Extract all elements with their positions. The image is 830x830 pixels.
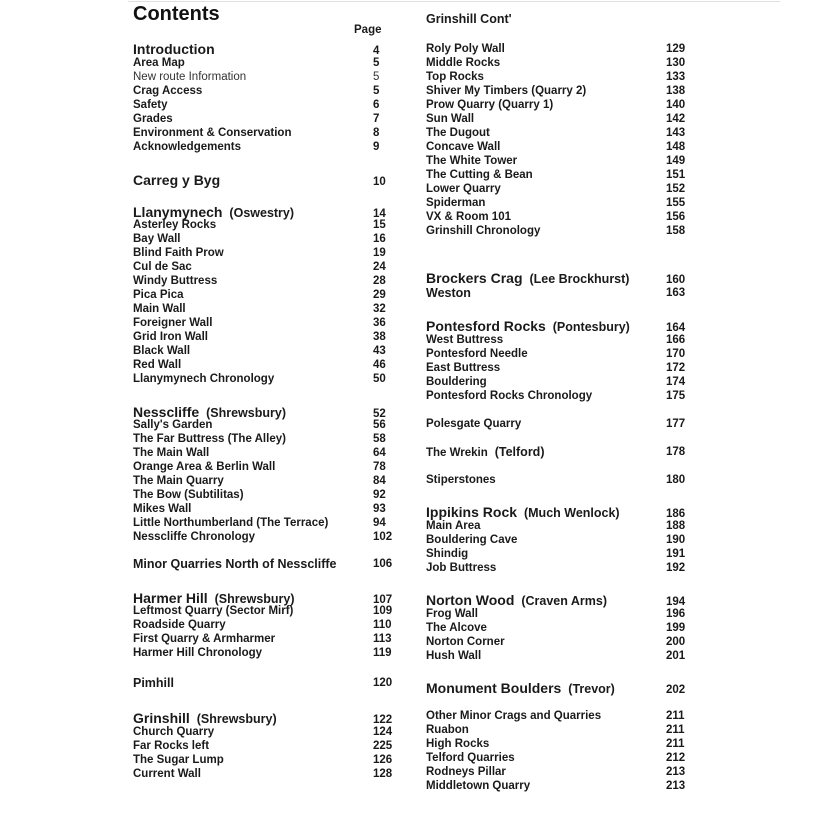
right-toc-entry	[426, 737, 688, 751]
entry-region: (Shrewsbury)	[207, 592, 295, 606]
left-toc-entry	[133, 316, 393, 330]
entry-page-number: 130	[666, 57, 686, 69]
right-toc-entry	[426, 547, 688, 561]
entry-page-number: 92	[373, 489, 386, 501]
right-toc-entry	[426, 210, 688, 224]
right-toc-entry	[426, 723, 688, 737]
left-toc-entry	[133, 70, 393, 84]
entry-page-number: 129	[666, 43, 686, 55]
entry-page-number: 148	[666, 141, 686, 153]
entry-page-number: 188	[666, 520, 686, 532]
right-toc-entry	[426, 709, 688, 723]
right-toc-entry	[426, 561, 688, 575]
entry-page-number: 24	[373, 261, 386, 273]
entry-title: The Bow (Subtilitas)	[133, 489, 244, 501]
entry-title: Acknowledgements	[133, 141, 241, 153]
entry-title: Llanymynech (Oswestry)	[133, 204, 295, 220]
entry-title: Hush Wall	[426, 650, 482, 662]
entry-region: (Shrewsbury)	[199, 406, 286, 420]
right-toc-entry	[426, 473, 688, 487]
right-toc-entry	[426, 445, 688, 459]
entry-title: Rodneys Pillar	[426, 766, 506, 778]
right-toc-entry	[426, 56, 688, 70]
entry-page-number: 192	[666, 562, 686, 574]
entry-page-number: 126	[373, 754, 393, 766]
entry-title: Ruabon	[426, 724, 469, 736]
entry-page-number: 119	[373, 647, 392, 659]
entry-title: Area Map	[133, 57, 185, 69]
left-toc-entry	[133, 98, 393, 112]
entry-title: Brockers Crag (Lee Brockhurst)	[426, 270, 630, 286]
entry-title: Concave Wall	[426, 141, 501, 153]
entry-region: (Craven Arms)	[514, 594, 608, 608]
right-toc-entry	[426, 533, 688, 547]
entry-title: Leftmost Quarry (Sector Mirf)	[133, 605, 294, 617]
page-title: Contents	[133, 3, 220, 25]
entry-title: Current Wall	[133, 768, 201, 780]
entry-page-number: 211	[666, 724, 685, 736]
entry-page-number: 10	[373, 176, 386, 188]
right-toc-entry	[426, 519, 688, 533]
entry-page-number: 149	[666, 155, 686, 167]
left-toc-entry	[133, 358, 393, 372]
entry-title: Pontesford Needle	[426, 348, 528, 360]
entry-page-number: 106	[373, 558, 393, 570]
entry-region: (Telford)	[487, 445, 545, 459]
right-toc-entry	[426, 196, 688, 210]
entry-title: The Alcove	[426, 622, 487, 634]
entry-page-number: 186	[666, 508, 686, 520]
left-toc-entry	[133, 767, 393, 781]
left-toc-entry	[133, 530, 393, 544]
entry-page-number: 43	[373, 345, 386, 357]
right-toc-entry	[426, 347, 688, 361]
page-column-header: Page	[354, 24, 382, 36]
entry-title: West Buttress	[426, 334, 504, 346]
right-toc-entry	[426, 168, 688, 182]
entry-title: The Main Quarry	[133, 475, 224, 487]
entry-region: (Shrewsbury)	[189, 712, 277, 726]
right-toc-entry	[426, 751, 688, 765]
right-toc-entry	[426, 112, 688, 126]
entry-page-number: 163	[666, 287, 686, 299]
entry-page-number: 102	[373, 531, 393, 543]
entry-page-number: 170	[666, 348, 686, 360]
entry-title: Asterley Rocks	[133, 219, 217, 231]
entry-page-number: 58	[373, 433, 386, 445]
left-toc-entry	[133, 502, 393, 516]
entry-title: Roly Poly Wall	[426, 43, 505, 55]
entry-page-number: 5	[373, 57, 380, 69]
left-toc-entry	[133, 557, 393, 571]
right-toc-entry	[426, 70, 688, 84]
entry-page-number: 122	[373, 714, 393, 726]
entry-page-number: 143	[666, 127, 686, 139]
left-toc-entry	[133, 632, 393, 646]
entry-page-number: 200	[666, 636, 686, 648]
right-toc-entry	[426, 98, 688, 112]
right-toc-entry	[426, 140, 688, 154]
entry-title: Minor Quarries North of Nesscliffe	[133, 557, 337, 571]
entry-page-number: 8	[373, 127, 380, 139]
left-toc-entry	[133, 84, 393, 98]
right-toc-entry	[426, 126, 688, 140]
entry-page-number: 196	[666, 608, 686, 620]
entry-page-number: 93	[373, 503, 386, 515]
entry-page-number: 64	[373, 447, 386, 459]
top-divider	[128, 1, 780, 2]
right-toc-entry	[426, 286, 688, 300]
entry-title: Lower Quarry	[426, 183, 501, 195]
left-toc-entry	[133, 753, 393, 767]
entry-page-number: 4	[373, 45, 380, 57]
entry-page-number: 178	[666, 446, 686, 458]
entry-title: Foreigner Wall	[133, 317, 213, 329]
entry-title: Safety	[133, 99, 168, 111]
entry-title: Spiderman	[426, 197, 486, 209]
entry-page-number: 160	[666, 274, 686, 286]
left-toc-entry	[133, 260, 393, 274]
entry-page-number: 38	[373, 331, 386, 343]
entry-title: Shindig	[426, 548, 469, 560]
entry-title: Grid Iron Wall	[133, 331, 208, 343]
entry-page-number: 152	[666, 183, 686, 195]
right-toc-entry	[426, 333, 688, 347]
entry-title: Other Minor Crags and Quarries	[426, 710, 602, 722]
entry-page-number: 50	[373, 373, 386, 385]
left-toc-entry	[133, 516, 393, 530]
entry-page-number: 128	[373, 768, 393, 780]
entry-page-number: 202	[666, 684, 686, 696]
right-toc-entry	[426, 42, 688, 56]
right-toc-entry	[426, 269, 688, 287]
left-toc-entry	[133, 344, 393, 358]
entry-title: Grinshill (Shrewsbury)	[133, 710, 277, 726]
entry-title: Blind Faith Prow	[133, 247, 224, 259]
entry-page-number: 14	[373, 208, 386, 220]
entry-region: (Lee Brockhurst)	[522, 272, 630, 286]
entry-page-number: 5	[373, 71, 380, 83]
entry-title: Job Buttress	[426, 562, 497, 574]
entry-title: Pontesford Rocks Chronology	[426, 390, 593, 402]
entry-region: (Much Wenlock)	[517, 506, 620, 520]
right-toc-entry	[426, 154, 688, 168]
left-toc-entry	[133, 112, 393, 126]
entry-title: Norton Wood (Craven Arms)	[426, 592, 608, 608]
entry-page-number: 156	[666, 211, 686, 223]
entry-title: Crag Access	[133, 85, 203, 97]
left-toc-entry	[133, 432, 393, 446]
entry-page-number: 124	[373, 726, 393, 738]
left-toc-entry	[133, 676, 393, 690]
entry-page-number: 94	[373, 517, 386, 529]
entry-page-number: 6	[373, 99, 380, 111]
left-toc-entry	[133, 646, 393, 660]
entry-title: Bouldering	[426, 376, 487, 388]
right-toc-entry	[426, 84, 688, 98]
entry-page-number: 28	[373, 275, 386, 287]
entry-title: Bouldering Cave	[426, 534, 518, 546]
right-toc-entry	[426, 679, 688, 697]
entry-page-number: 213	[666, 780, 686, 792]
right-toc-entry	[426, 635, 688, 649]
entry-page-number: 140	[666, 99, 686, 111]
entry-title: Telford Quarries	[426, 752, 515, 764]
entry-title: Prow Quarry (Quarry 1)	[426, 99, 554, 111]
entry-title: Orange Area & Berlin Wall	[133, 461, 276, 473]
entry-page-number: 225	[373, 740, 393, 752]
entry-page-number: 29	[373, 289, 386, 301]
entry-page-number: 36	[373, 317, 386, 329]
entry-title: Pica Pica	[133, 289, 184, 301]
entry-title: The Sugar Lump	[133, 754, 224, 766]
entry-title: Stiperstones	[426, 474, 496, 486]
entry-title: Little Northumberland (The Terrace)	[133, 517, 329, 529]
entry-title: New route Information	[133, 71, 247, 83]
entry-page-number: 113	[373, 633, 392, 645]
entry-title: Pimhill	[133, 676, 174, 690]
entry-title: The Wrekin (Telford)	[426, 445, 545, 459]
left-toc-entry	[133, 604, 393, 618]
left-toc-entry	[133, 474, 393, 488]
entry-page-number: 19	[373, 247, 386, 259]
entry-title: Nesscliffe (Shrewsbury)	[133, 404, 286, 420]
left-toc-entry	[133, 418, 393, 432]
left-toc-entry	[133, 288, 393, 302]
entry-title: Sally's Garden	[133, 419, 213, 431]
right-toc-entry	[426, 361, 688, 375]
entry-title: Harmer Hill Chronology	[133, 647, 263, 659]
entry-title: Middletown Quarry	[426, 780, 531, 792]
right-toc-entry	[426, 224, 688, 238]
entry-title: Weston	[426, 286, 471, 300]
right-toc-entry	[426, 649, 688, 663]
entry-page-number: 175	[666, 390, 686, 402]
entry-title: Nesscliffe Chronology	[133, 531, 256, 543]
right-toc-entry	[426, 375, 688, 389]
left-toc-entry	[133, 171, 393, 189]
entry-page-number: 110	[373, 619, 392, 631]
entry-page-number: 213	[666, 766, 686, 778]
entry-page-number: 151	[666, 169, 686, 181]
continued-header: Grinshill Cont'	[426, 12, 512, 26]
right-toc-entry	[426, 417, 688, 431]
entry-title: Norton Corner	[426, 636, 505, 648]
entry-title: Frog Wall	[426, 608, 478, 620]
right-toc-entry	[426, 779, 688, 793]
entry-page-number: 142	[666, 113, 686, 125]
entry-page-number: 16	[373, 233, 386, 245]
left-toc-entry	[133, 302, 393, 316]
entry-title: Polesgate Quarry	[426, 418, 522, 430]
entry-page-number: 7	[373, 113, 380, 125]
entry-title: Carreg y Byg	[133, 172, 221, 188]
entry-title: Windy Buttress	[133, 275, 218, 287]
left-toc-entry	[133, 56, 393, 70]
entry-title: Harmer Hill (Shrewsbury)	[133, 590, 295, 606]
entry-title: Sun Wall	[426, 113, 475, 125]
left-toc-entry	[133, 488, 393, 502]
entry-page-number: 177	[666, 418, 686, 430]
entry-region: (Oswestry)	[222, 206, 295, 220]
left-toc-entry	[133, 739, 393, 753]
entry-page-number: 155	[666, 197, 686, 209]
left-toc-entry	[133, 274, 393, 288]
left-toc-entry	[133, 140, 393, 154]
left-toc-entry	[133, 460, 393, 474]
entry-page-number: 180	[666, 474, 686, 486]
right-toc-entry	[426, 607, 688, 621]
entry-page-number: 211	[666, 738, 685, 750]
entry-page-number: 212	[666, 752, 686, 764]
entry-title: Top Rocks	[426, 71, 484, 83]
left-toc-entry	[133, 246, 393, 260]
entry-page-number: 174	[666, 376, 686, 388]
entry-page-number: 133	[666, 71, 686, 83]
entry-title: Bay Wall	[133, 233, 181, 245]
entry-title: Main Area	[426, 520, 481, 532]
entry-page-number: 120	[373, 677, 393, 689]
entry-page-number: 107	[373, 594, 393, 606]
left-toc-entry	[133, 725, 393, 739]
entry-title: Black Wall	[133, 345, 191, 357]
entry-page-number: 138	[666, 85, 686, 97]
entry-region: (Pontesbury)	[545, 320, 630, 334]
left-toc-entry	[133, 232, 393, 246]
entry-page-number: 46	[373, 359, 386, 371]
right-toc-entry	[426, 765, 688, 779]
left-toc-entry	[133, 126, 393, 140]
entry-page-number: 5	[373, 85, 380, 97]
left-toc-entry	[133, 218, 393, 232]
entry-title: Ippikins Rock (Much Wenlock)	[426, 504, 620, 520]
entry-page-number: 211	[666, 710, 685, 722]
entry-title: Mikes Wall	[133, 503, 192, 515]
entry-title: Monument Boulders (Trevor)	[426, 680, 615, 696]
entry-page-number: 199	[666, 622, 686, 634]
entry-page-number: 164	[666, 322, 686, 334]
left-toc-entry	[133, 618, 393, 632]
entry-page-number: 172	[666, 362, 686, 374]
left-toc-entry	[133, 446, 393, 460]
entry-region: (Trevor)	[561, 682, 615, 696]
entry-title: Grinshill Chronology	[426, 225, 541, 237]
entry-page-number: 201	[666, 650, 686, 662]
entry-title: Llanymynech Chronology	[133, 373, 275, 385]
entry-title: Far Rocks left	[133, 740, 210, 752]
entry-page-number: 158	[666, 225, 686, 237]
entry-title: High Rocks	[426, 738, 490, 750]
entry-title: The White Tower	[426, 155, 518, 167]
entry-page-number: 109	[373, 605, 393, 617]
entry-title: VX & Room 101	[426, 211, 511, 223]
right-toc-entry	[426, 182, 688, 196]
entry-page-number: 78	[373, 461, 386, 473]
entry-title: Grades	[133, 113, 173, 125]
left-toc-entry	[133, 330, 393, 344]
entry-page-number: 32	[373, 303, 386, 315]
right-toc-entry	[426, 389, 688, 403]
entry-title: The Far Buttress (The Alley)	[133, 433, 286, 445]
entry-title: Pontesford Rocks (Pontesbury)	[426, 318, 630, 334]
entry-title: East Buttress	[426, 362, 501, 374]
entry-title: Church Quarry	[133, 726, 215, 738]
entry-page-number: 15	[373, 219, 386, 231]
entry-title: Shiver My Timbers (Quarry 2)	[426, 85, 587, 97]
entry-title: Cul de Sac	[133, 261, 192, 273]
entry-title: Environment & Conservation	[133, 127, 292, 139]
entry-page-number: 166	[666, 334, 686, 346]
entry-title: Middle Rocks	[426, 57, 501, 69]
entry-page-number: 194	[666, 596, 686, 608]
entry-page-number: 9	[373, 141, 380, 153]
entry-page-number: 56	[373, 419, 386, 431]
entry-title: Red Wall	[133, 359, 182, 371]
entry-title: The Cutting & Bean	[426, 169, 533, 181]
entry-page-number: 84	[373, 475, 386, 487]
left-toc-entry	[133, 372, 393, 386]
entry-page-number: 52	[373, 408, 386, 420]
right-toc-entry	[426, 621, 688, 635]
entry-title: Introduction	[133, 41, 215, 57]
entry-title: The Dugout	[426, 127, 490, 139]
entry-title: Roadside Quarry	[133, 619, 226, 631]
entry-title: Main Wall	[133, 303, 186, 315]
entry-page-number: 191	[666, 548, 686, 560]
entry-page-number: 190	[666, 534, 686, 546]
entry-title: First Quarry & Armharmer	[133, 633, 276, 645]
entry-title: The Main Wall	[133, 447, 210, 459]
